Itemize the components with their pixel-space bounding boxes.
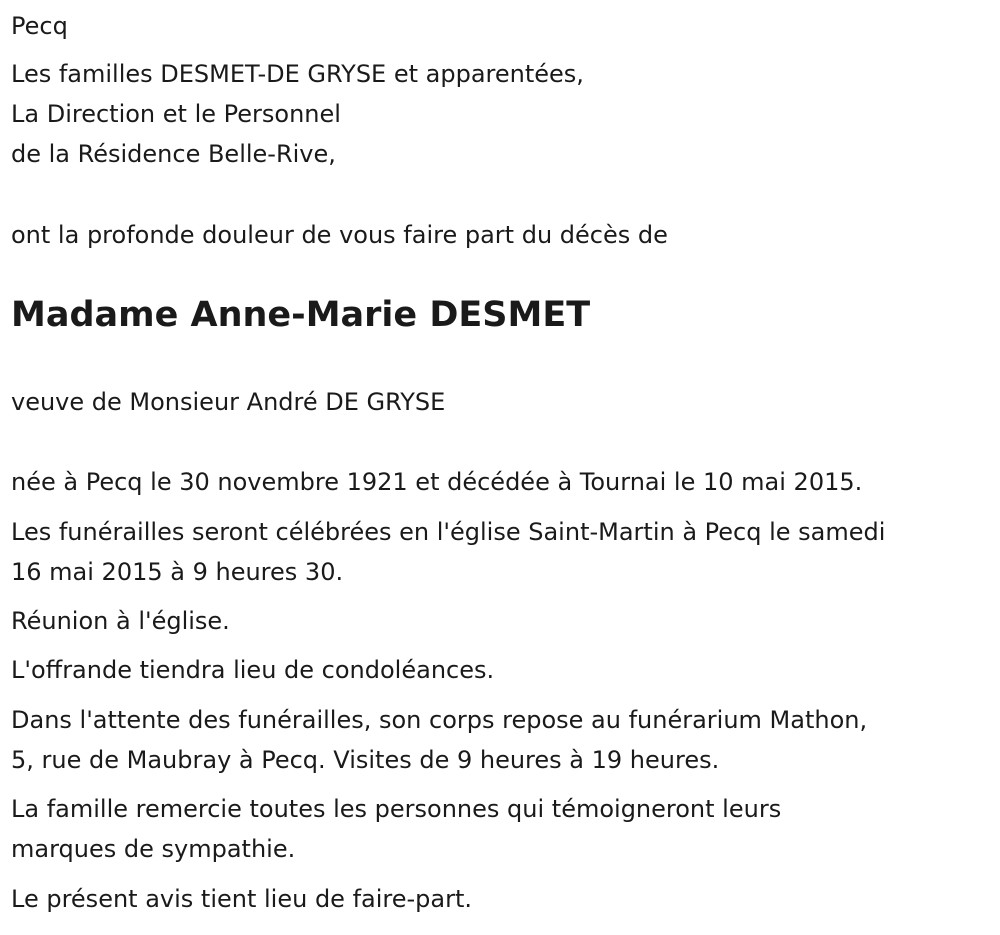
offering-line: L'offrande tiendra lieu de condoléances. (11, 656, 495, 684)
direction-line: La Direction et le Personnel (11, 100, 341, 128)
thanks-line-1: La famille remercie toutes les personnes qui témoigneront leurs (11, 795, 782, 823)
funeral-line-1: Les funérailles seront célébrées en l'église Saint-Martin à Pecq le samedi (11, 518, 886, 546)
thanks-line-2: marques de sympathie. (11, 835, 296, 863)
meeting-line: Réunion à l'église. (11, 607, 230, 635)
funeral-line-2: 16 mai 2015 à 9 heures 30. (11, 558, 344, 586)
announcement-line: ont la profonde douleur de vous faire part du décès de (11, 221, 668, 249)
deceased-name: Madame Anne-Marie DESMET (11, 295, 591, 335)
closing-line: Le présent avis tient lieu de faire-part. (11, 885, 473, 913)
rest-line-2: 5, rue de Maubray à Pecq. Visites de 9 heures à 19 heures. (11, 746, 720, 774)
residence-line: de la Résidence Belle-Rive, (11, 140, 336, 168)
town-heading: Pecq (11, 12, 68, 40)
birth-death-line: née à Pecq le 30 novembre 1921 et décédée à Tournai le 10 mai 2015. (11, 468, 863, 496)
families-line: Les familles DESMET-DE GRYSE et apparentées, (11, 60, 584, 88)
rest-line-1: Dans l'attente des funérailles, son corps repose au funérarium Mathon, (11, 706, 868, 734)
widow-line: veuve de Monsieur André DE GRYSE (11, 388, 446, 416)
